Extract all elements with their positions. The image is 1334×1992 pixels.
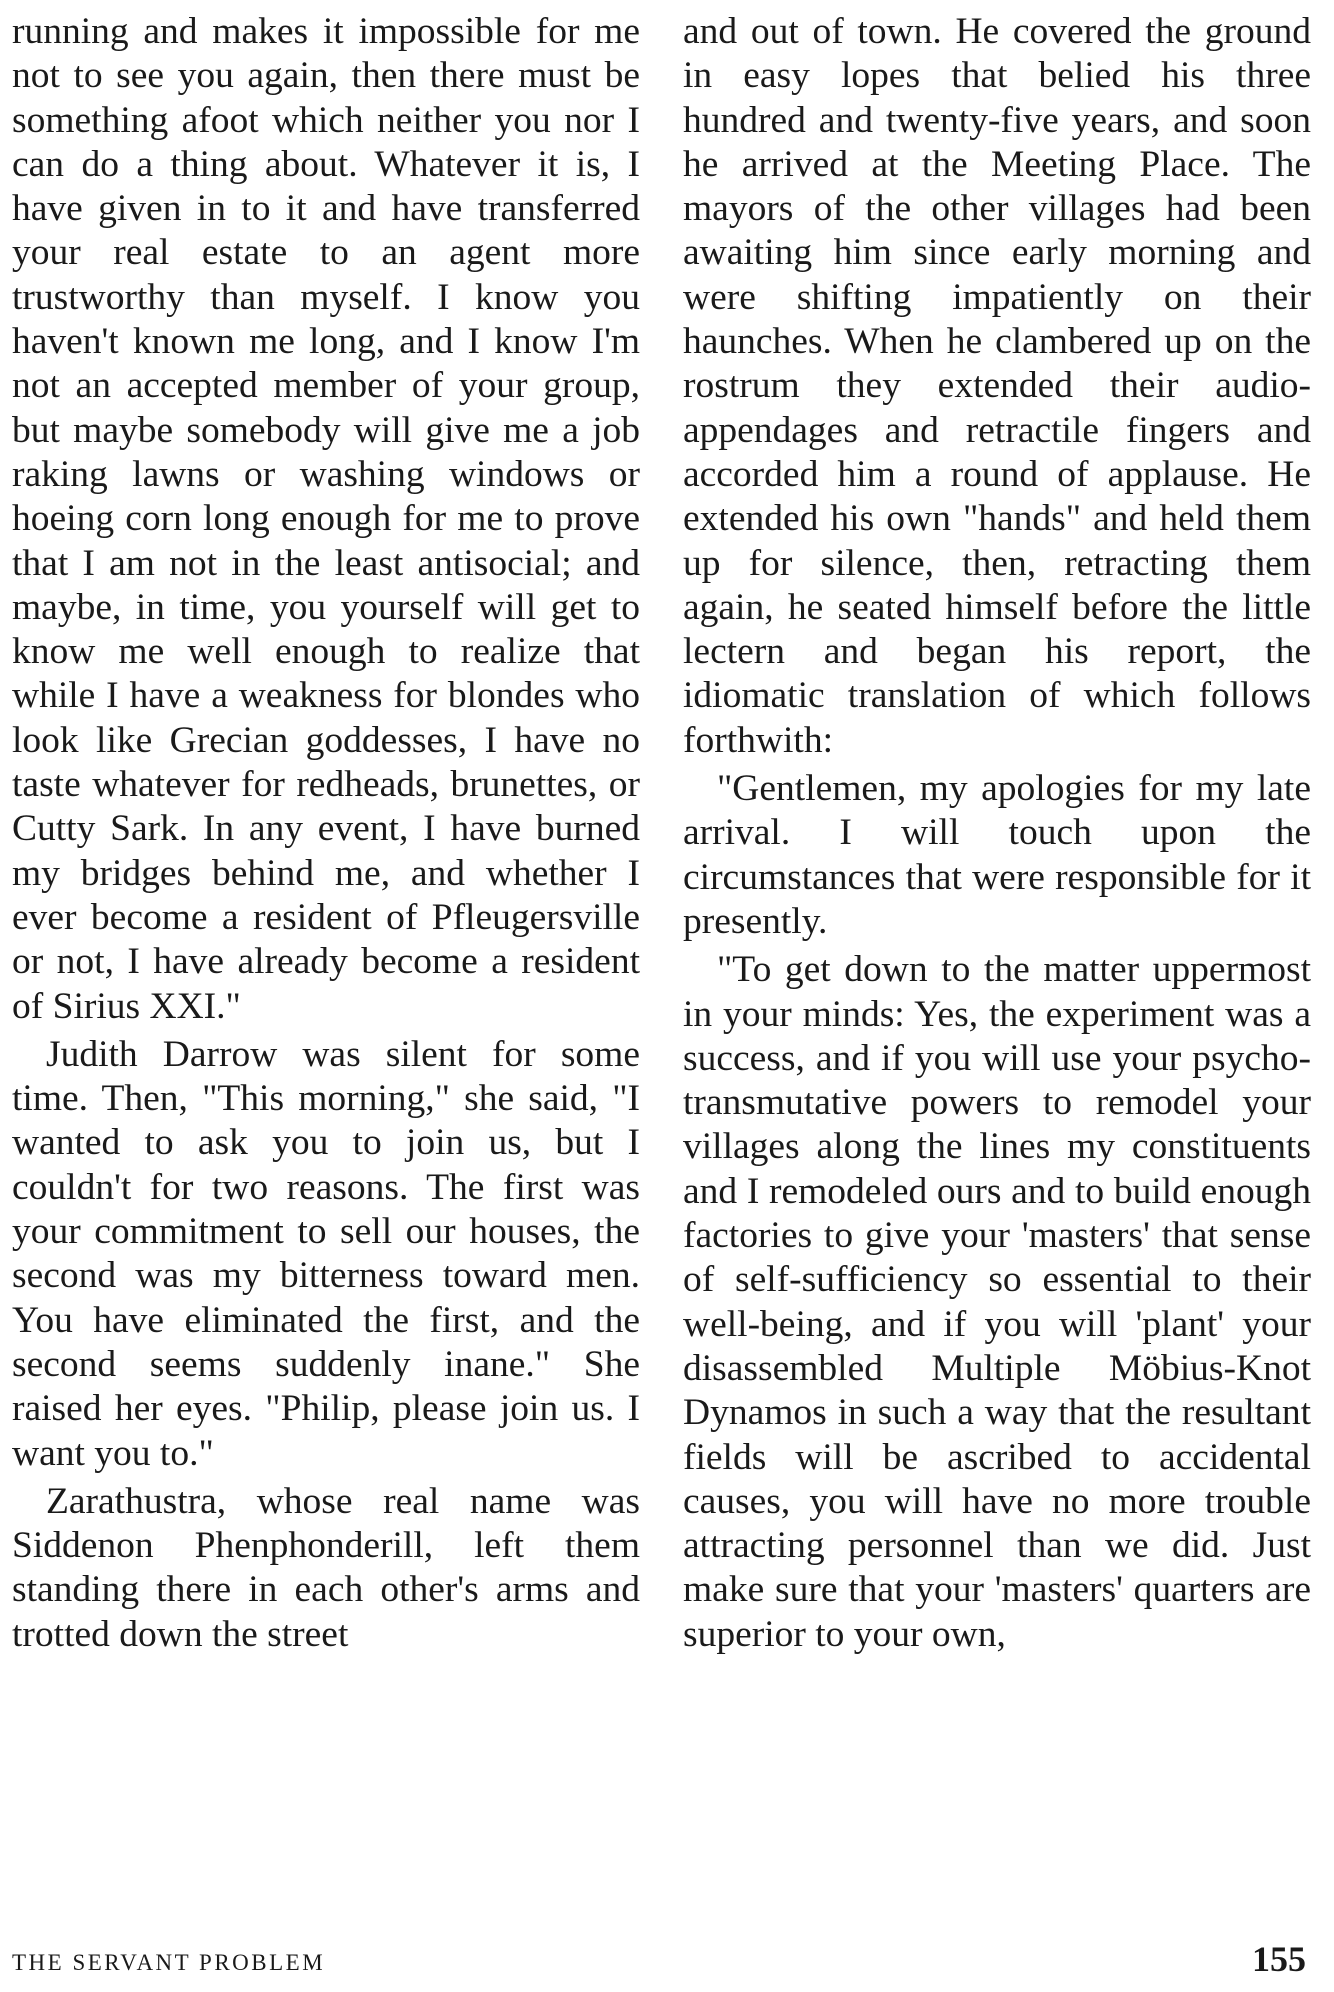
running-title: THE SERVANT PROBLEM xyxy=(12,1950,326,1975)
left-column xyxy=(12,10,640,1657)
right-paragraph-1: and out of town. He covered the ground in easy lopes that belied his three hundred and twenty-five years, and soon he arrived at the Meeting Place. The mayors of the other villages had been awaiting him since early morning and were shifting impatiently on their haunches. When he clambered up on the rostrum they extended their audio-appendages and retractile fingers and accorded him a round of applause. He extended his own "hands" and held them up for silence, then, retracting them again, he seated himself before the little lectern and began his report, the idiomatic translation of which follows forthwith: xyxy=(683,11,1311,761)
left-paragraph-1: running and makes it impossible for me not to see you again, then there must be something afoot which neither you nor I can do a thing about. Whatever it is, I have given in to it and have transferred your real estate to an agent more trustworthy than myself. I know you haven't known me long, and I know I'm not an accepted member of your group, but maybe somebody will give me a job raking lawns or washing windows or hoeing corn long enough for me to prove that I am not in the least antisocial; and maybe, in time, you yourself will get to know me well enough to realize that while I have a weakness for blondes who look like Grecian goddesses, I have no taste whatever for redheads, brunettes, or Cutty Sark. In any event, I have burned my bridges behind me, and whether I ever become a resident of Pfleugersville or not, I have already become a resident of Sirius XXI." xyxy=(12,11,640,1027)
right-paragraph-3: "To get down to the matter uppermost in your minds: Yes, the experiment was a success, and if you will use your psycho-transmutative powers to remodel your villages along the lines my constituents and I remodeled ours and to build enough factories to give your 'masters' that sense of self-sufficiency so essential to their well-being, and if you will 'plant' your disassembled Multiple Möbius-Knot Dynamos in such a way that the resultant fields will be ascribed to accidental causes, you will have no more trouble attracting personnel than we did. Just make sure that your 'masters' quarters are superior to your own, xyxy=(683,949,1311,1655)
right-paragraph-2: "Gentlemen, my apologies for my late arrival. I will touch upon the circumstances that were responsible for it presently. xyxy=(683,768,1311,942)
page-number: 155 xyxy=(1252,1939,1306,1979)
page-footer xyxy=(12,1938,1312,1986)
left-paragraph-3: Zarathustra, whose real name was Siddenon Phenphonderill, left them standing there in each other's arms and trotted down the street xyxy=(12,1480,640,1655)
right-column xyxy=(683,10,1311,1657)
left-paragraph-2: Judith Darrow was silent for some time. Then, "This morning," she said, "I wanted to ask you to join us, but I couldn't for two reasons. The first was your commitment to sell our houses, the second was my bitterness toward men. You have eliminated the first, and the second seems suddenly inane." She raised her eyes. "Philip, please join us. I want you to." xyxy=(12,1033,640,1474)
